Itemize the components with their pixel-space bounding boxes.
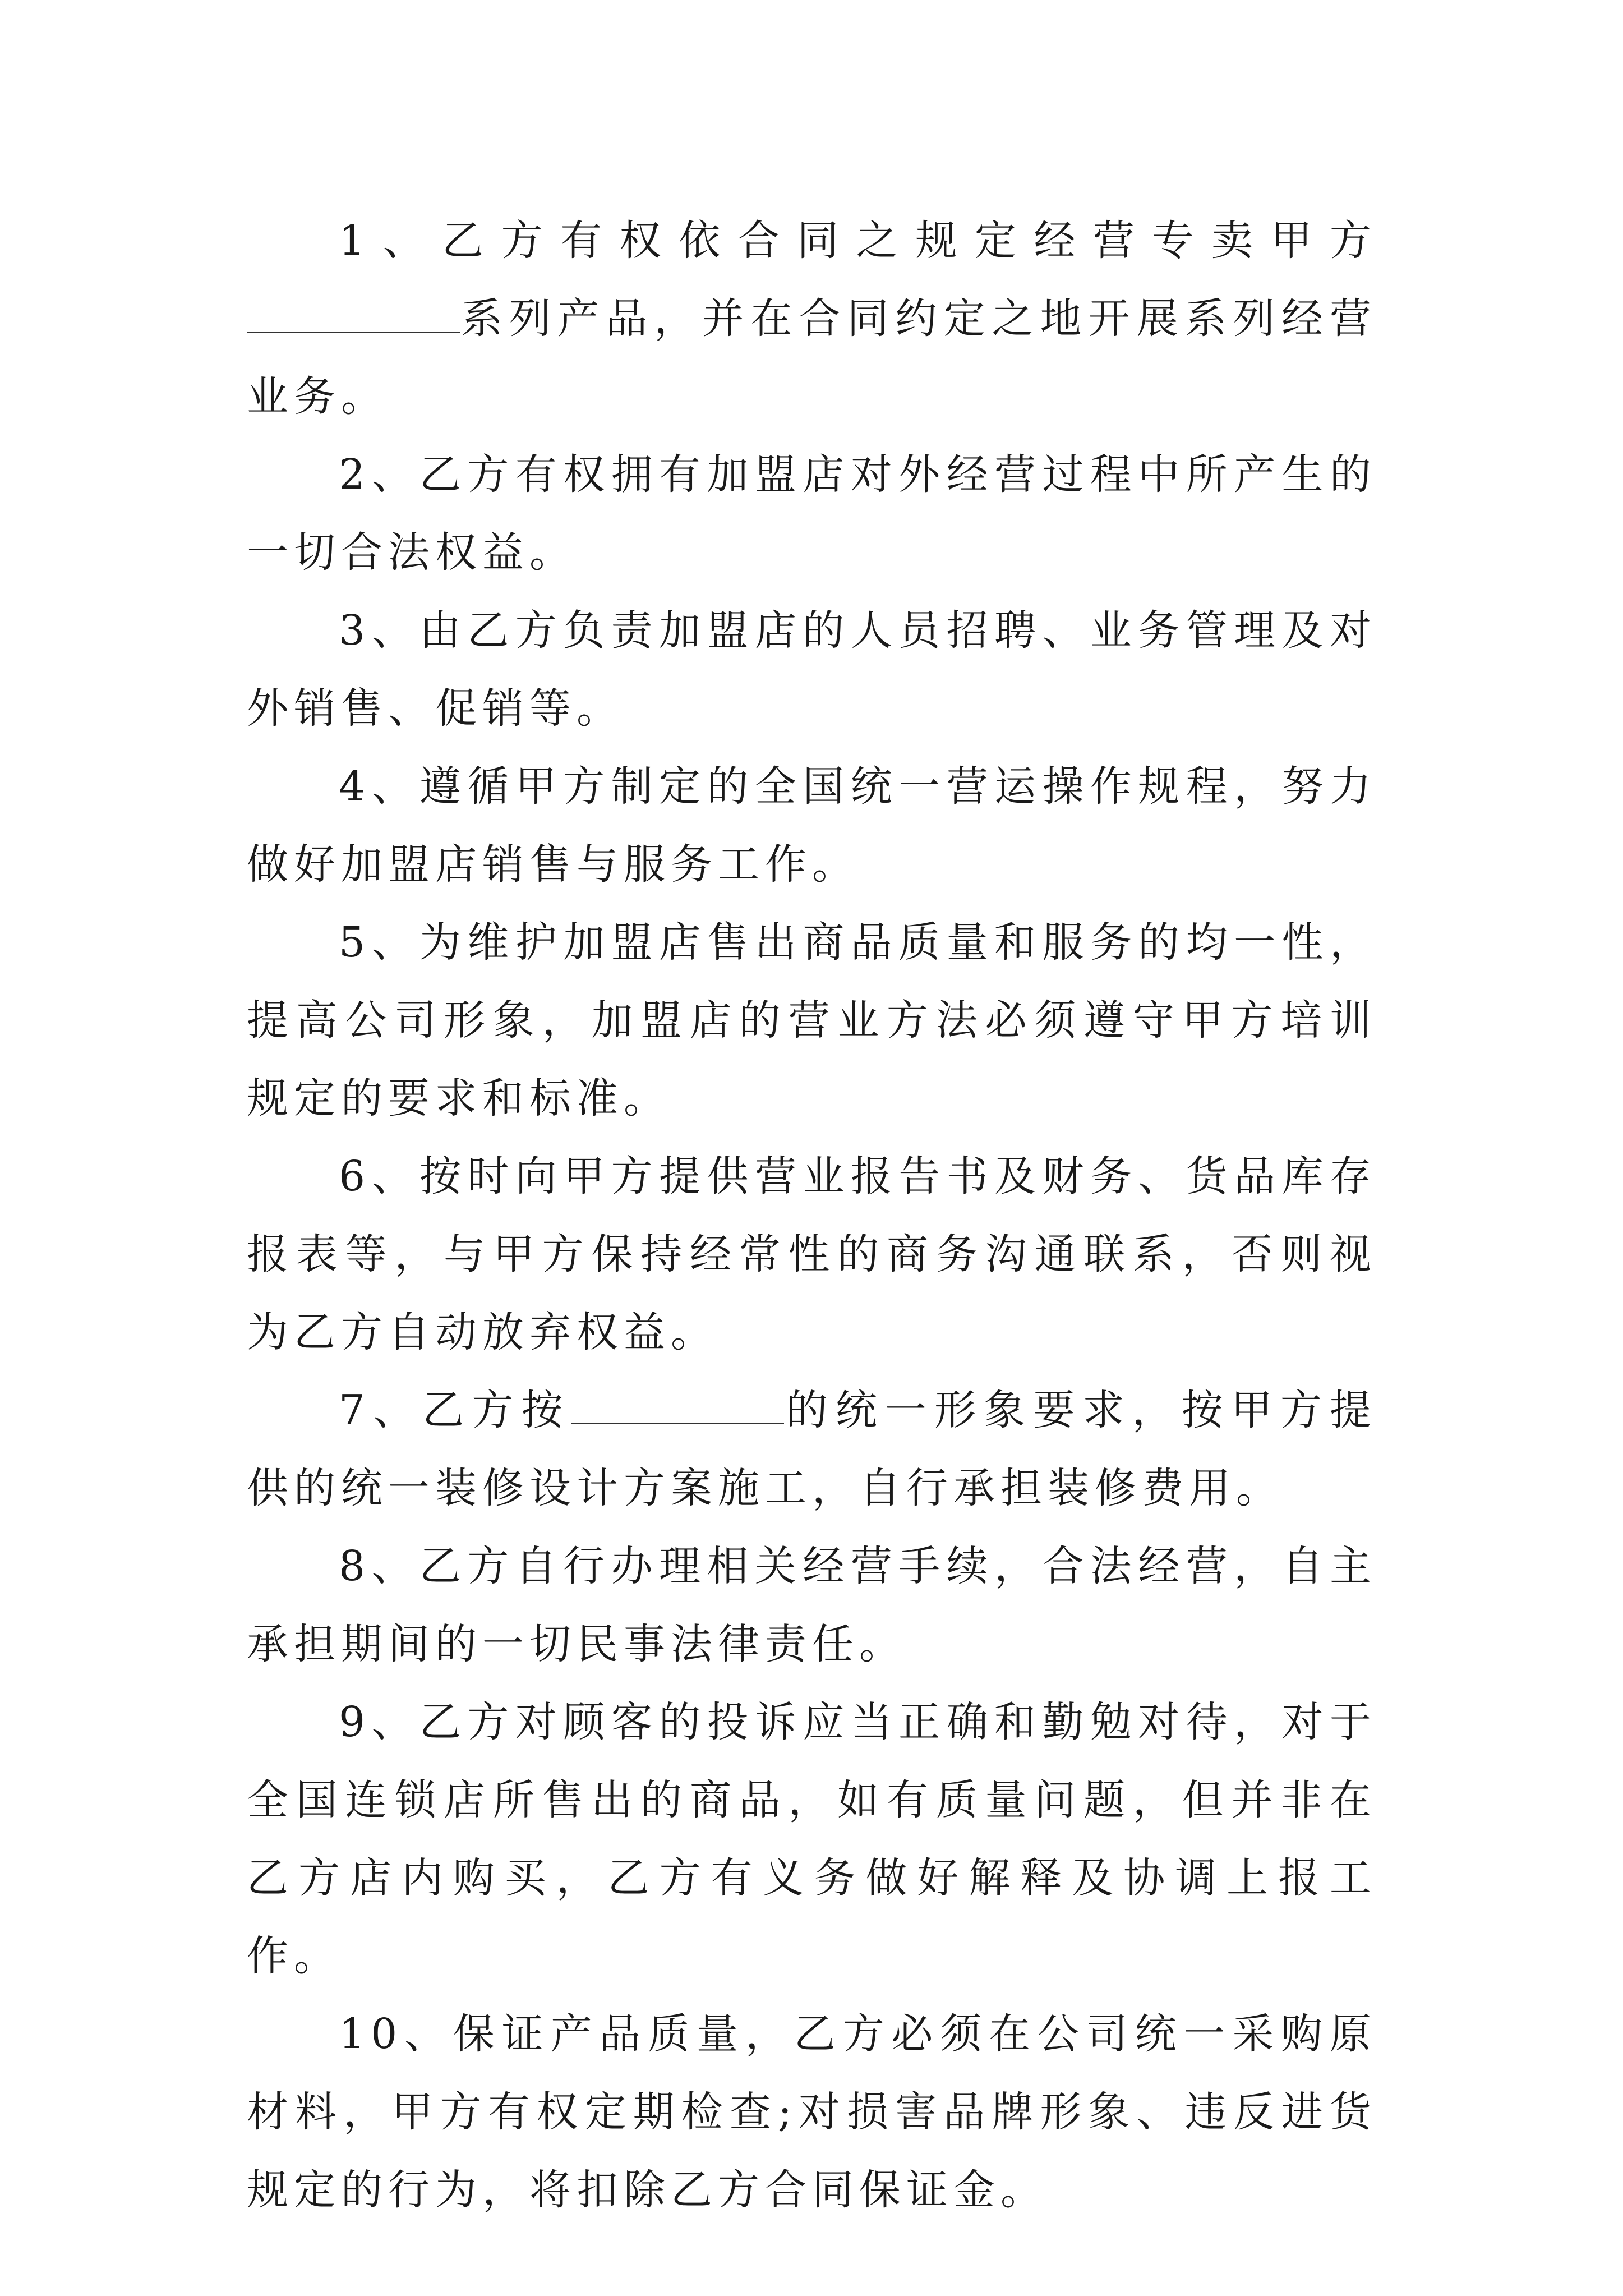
clause-8: 8、乙方自行办理相关经营手续，合法经营，自主承担期间的一切民事法律责任。 [247,1542,1377,1668]
clause-2: 2、乙方有权拥有加盟店对外经营过程中所产生的一切合法权益。 [247,450,1377,577]
clause-5: 5、为维护加盟店售出商品质量和服务的均一性，提高公司形象，加盟店的营业方法必须遵守甲方培训规定的要求和标准。 [247,918,1377,1122]
clause-1 [247,202,1377,436]
clause-3: 3、由乙方负责加盟店的人员招聘、业务管理及对外销售、促销等。 [247,606,1377,733]
clause-7-text-after-blank: 的统一形象要求，按甲方提供的统一装修设计方案施工，自行承担装修费用。 [247,1386,1377,1512]
fill-in-blank [571,1389,784,1424]
clause-1-text-after-blank: 系列产品，并在合同约定之地开展系列经营业务。 [247,295,1377,421]
clause-1-text-before-blank: 1、乙方有权依合同之规定经营专卖甲方 [339,217,1377,265]
clause-4: 4、遵循甲方制定的全国统一营运操作规程，努力做好加盟店销售与服务工作。 [247,762,1377,889]
clause-10: 10、保证产品质量，乙方必须在公司统一采购原材料，甲方有权定期检查;对损害品牌形象、违反进货规定的行为，将扣除乙方合同保证金。 [247,2010,1377,2214]
fill-in-blank [247,298,460,333]
clause-9: 9、乙方对顾客的投诉应当正确和勤勉对待，对于全国连锁店所售出的商品，如有质量问题，但并非在乙方店内购买，乙方有义务做好解释及协调上报工作。 [247,1698,1377,1980]
document-body [247,202,1377,2229]
clause-7-text-before-blank: 7、乙方按 [339,1386,571,1434]
clause-7 [247,1372,1377,1527]
clause-6: 6、按时向甲方提供营业报告书及财务、货品库存报表等，与甲方保持经常性的商务沟通联系，否则视为乙方自动放弃权益。 [247,1152,1377,1356]
